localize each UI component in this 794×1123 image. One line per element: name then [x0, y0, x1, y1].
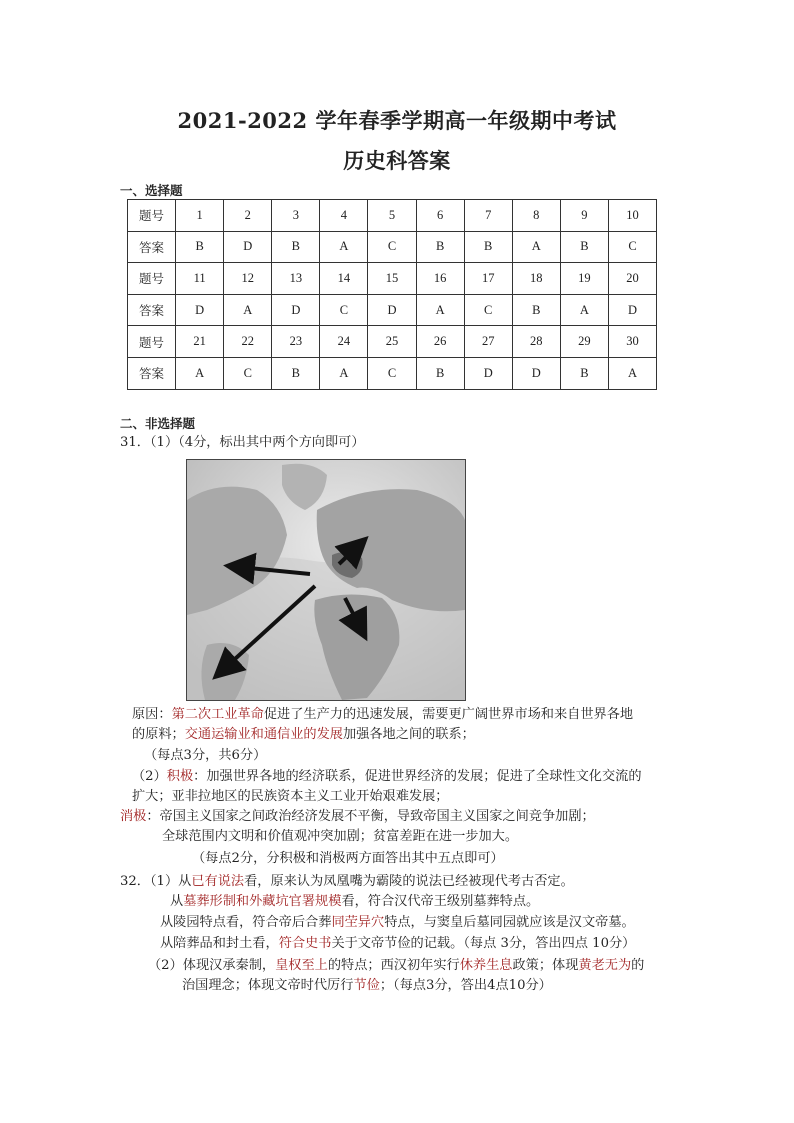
q32-l6-post: ；（每点3分，答出4点10分）	[379, 978, 552, 993]
table-cell: 17	[464, 263, 512, 295]
table-cell: B	[416, 231, 464, 263]
q32-l1-post: 看，原来认为凤凰嘴为霸陵的说法已经被现代考古否定。	[244, 874, 574, 889]
reason-label: 原因：	[132, 707, 172, 722]
table-cell: 15	[368, 263, 416, 295]
table-row-header: 答案	[128, 357, 176, 389]
q32-l4-pre: 从陪葬品和封土看，	[160, 936, 279, 951]
table-row	[128, 263, 657, 295]
reason-text-3: 加强各地之间的联系；	[343, 727, 475, 742]
table-row-header: 题号	[128, 263, 176, 295]
table-cell: B	[464, 231, 512, 263]
q32-l6-highlight: 节俭	[353, 978, 380, 993]
table-cell: 4	[320, 200, 368, 232]
table-cell: 9	[560, 200, 608, 232]
q32-l3-post: 特点，与窦皇后墓同园就应该是汉文帝墓。	[384, 915, 635, 930]
table-cell: A	[176, 357, 224, 389]
table-row	[128, 326, 657, 358]
q32-l5-highlight-1: 皇权至上	[275, 958, 328, 973]
table-cell: 19	[560, 263, 608, 295]
table-cell: 29	[560, 326, 608, 358]
q32-l2-post: 看，符合汉代帝王级别墓葬特点。	[341, 894, 540, 909]
table-cell: B	[176, 231, 224, 263]
table-cell: B	[560, 357, 608, 389]
table-row-header: 题号	[128, 326, 176, 358]
section-heading-nonchoice: 二、非选择题	[120, 416, 196, 431]
table-cell: B	[272, 231, 320, 263]
q32-l4-post: 关于文帝节俭的记载。（每点 3分，答出四点 10分）	[331, 936, 636, 951]
reason-highlight-1: 第二次工业革命	[171, 707, 264, 722]
answer-table	[127, 199, 657, 390]
table-cell: 20	[608, 263, 656, 295]
table-cell: 22	[224, 326, 272, 358]
exam-title: 2021-2022 学年春季学期高一年级期中考试	[177, 108, 617, 133]
table-cell: 24	[320, 326, 368, 358]
q32-l5-pre: （2）体现汉承秦制，	[148, 958, 276, 973]
table-cell: A	[560, 294, 608, 326]
table-cell: 1	[176, 200, 224, 232]
table-cell: A	[320, 231, 368, 263]
table-row	[128, 294, 657, 326]
q32-l2-pre: 从	[170, 894, 184, 909]
q32-l3-pre: 从陵园特点看，符合帝后合葬	[160, 915, 332, 930]
table-row-header: 答案	[128, 231, 176, 263]
reason-text-2: 的原料；	[132, 727, 185, 742]
positive-label: 积极	[166, 769, 194, 784]
table-cell: 13	[272, 263, 320, 295]
q31-reason-line2	[132, 725, 475, 745]
table-cell: 18	[512, 263, 560, 295]
q32-l1-highlight: 已有说法	[191, 874, 245, 889]
table-cell: 27	[464, 326, 512, 358]
table-row	[128, 231, 657, 263]
q32-l5-highlight-2: 休养生息	[459, 958, 513, 973]
table-cell: D	[176, 294, 224, 326]
table-cell: B	[416, 357, 464, 389]
world-map-arrows-icon	[186, 459, 466, 701]
q32-l6-pre: 治国理念；体现文帝时代厉行	[182, 978, 354, 993]
table-row-header: 答案	[128, 294, 176, 326]
table-cell: 7	[464, 200, 512, 232]
table-cell: 23	[272, 326, 320, 358]
table-cell: 6	[416, 200, 464, 232]
table-cell: B	[272, 357, 320, 389]
table-cell: C	[224, 357, 272, 389]
q32-line6	[182, 976, 552, 996]
q31-part2-score: （每点2分，分积极和消极两方面答出其中五点即可）	[192, 851, 504, 866]
q32-l5-highlight-3: 黄老无为	[578, 958, 632, 973]
table-cell: C	[368, 231, 416, 263]
q32-line4	[160, 934, 635, 954]
q32-l5-mid-2: 政策；体现	[512, 958, 579, 973]
table-cell: 8	[512, 200, 560, 232]
table-cell: A	[512, 231, 560, 263]
exam-subtitle: 历史科答案	[343, 148, 451, 173]
table-cell: C	[368, 357, 416, 389]
table-cell: 26	[416, 326, 464, 358]
table-cell: 28	[512, 326, 560, 358]
table-cell: A	[608, 357, 656, 389]
q31-reason-line1	[132, 705, 633, 725]
reason-text-1: 促进了生产力的迅速发展，需要更广阔世界市场和来自世界各地	[263, 707, 634, 722]
table-cell: 25	[368, 326, 416, 358]
table-cell: 11	[176, 263, 224, 295]
q31-reason-score: （每点3分，共6分）	[144, 748, 267, 763]
table-cell: B	[512, 294, 560, 326]
q31-part2-line2: 扩大；亚非拉地区的民族资本主义工业开始艰难发展；	[132, 789, 449, 804]
table-cell: D	[224, 231, 272, 263]
positive-text-1: ：加强世界各地的经济联系，促进世界经济的发展；促进了全球性文化交流的	[193, 769, 642, 784]
table-cell: 12	[224, 263, 272, 295]
table-row	[128, 357, 657, 389]
table-cell: C	[320, 294, 368, 326]
q32-l5-mid-1: 的特点；西汉初年实行	[327, 958, 460, 973]
table-cell: B	[560, 231, 608, 263]
q32-line3	[160, 913, 635, 933]
table-cell: A	[224, 294, 272, 326]
q32-l4-highlight: 符合史书	[278, 936, 332, 951]
table-cell: C	[464, 294, 512, 326]
table-cell: 14	[320, 263, 368, 295]
table-cell: D	[464, 357, 512, 389]
q32-line2	[170, 892, 539, 912]
q32-l2-highlight: 墓葬形制和外藏坑官署规模	[183, 894, 342, 909]
table-cell: A	[416, 294, 464, 326]
table-cell: 5	[368, 200, 416, 232]
table-cell: D	[272, 294, 320, 326]
q31-negative-line1	[120, 807, 595, 827]
table-cell: 2	[224, 200, 272, 232]
table-cell: D	[512, 357, 560, 389]
q32-l3-highlight: 同茔异穴	[331, 915, 385, 930]
table-cell: A	[320, 357, 368, 389]
reason-highlight-2: 交通运输业和通信业的发展	[184, 727, 343, 742]
q32-l1-pre: 32．（1）从	[120, 874, 192, 889]
negative-label: 消极	[120, 809, 147, 824]
table-cell: 30	[608, 326, 656, 358]
part2-prefix: （2）	[132, 769, 167, 784]
table-row-header: 题号	[128, 200, 176, 232]
table-cell: D	[608, 294, 656, 326]
table-cell: D	[368, 294, 416, 326]
table-row	[128, 200, 657, 232]
table-cell: C	[608, 231, 656, 263]
q32-line1	[120, 872, 574, 892]
table-cell: 21	[176, 326, 224, 358]
negative-text-1: ：帝国主义国家之间政治经济发展不平衡，导致帝国主义国家之间竞争加剧；	[146, 809, 595, 824]
q32-l5-post: 的	[631, 958, 645, 973]
table-cell: 10	[608, 200, 656, 232]
q32-line5	[148, 956, 644, 976]
section-heading-choice: 一、选择题	[120, 183, 183, 198]
q31-negative-line2: 全球范围内文明和价值观冲突加剧；贫富差距在进一步加大。	[162, 829, 519, 844]
table-cell: 3	[272, 200, 320, 232]
q31-part2-line1	[132, 767, 642, 787]
q31-part1-heading: 31．（1）（4分，标出其中两个方向即可）	[120, 435, 365, 450]
table-cell: 16	[416, 263, 464, 295]
